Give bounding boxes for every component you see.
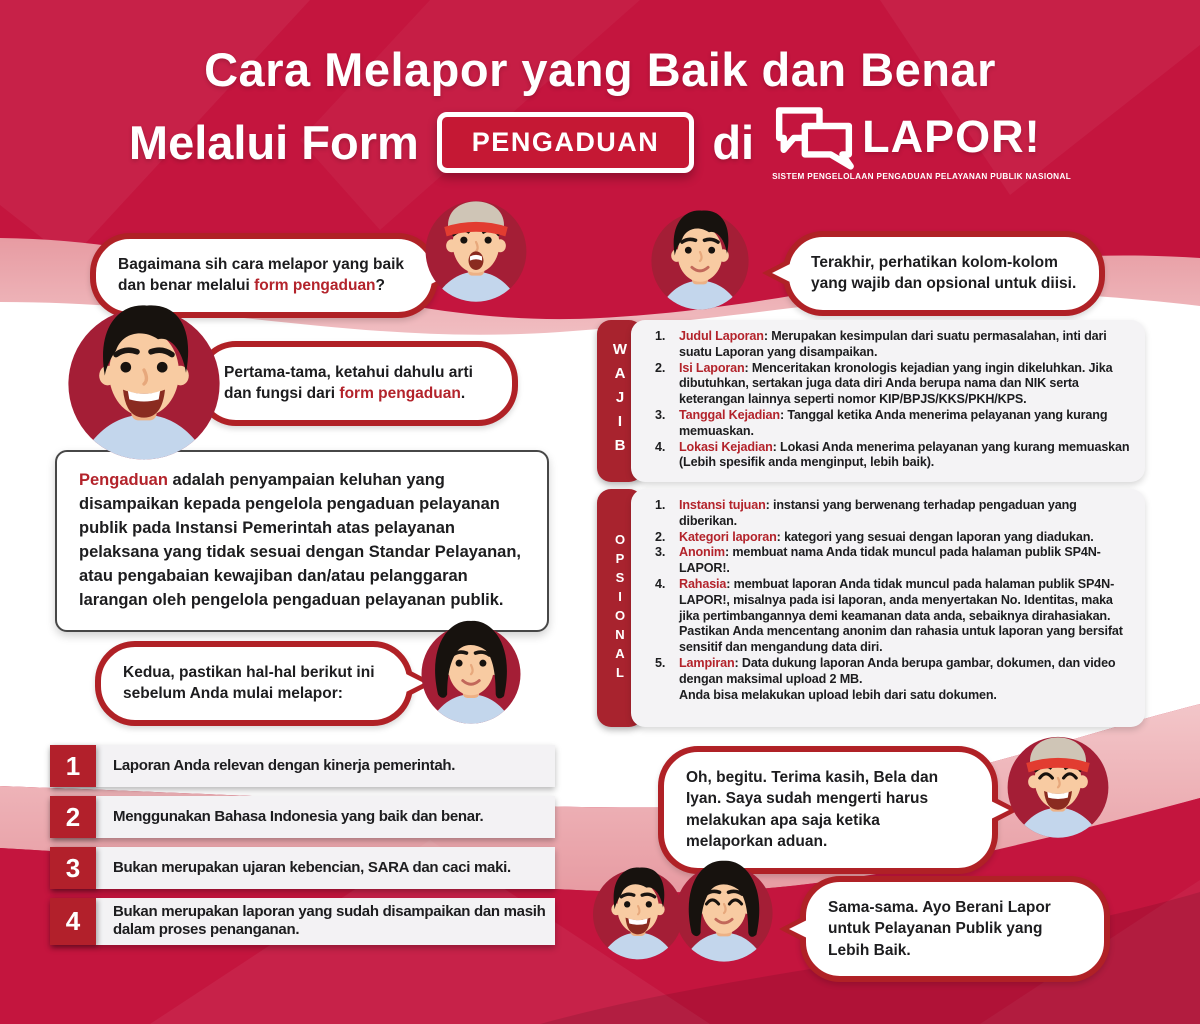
page-subtitle-row	[0, 104, 1200, 181]
pengaduan-badge: PENGADUAN	[437, 112, 695, 173]
bubble-tail	[762, 259, 789, 287]
list-item: 4. Rahasia: membuat laporan Anda tidak muncul pada halaman publik SP4N-LAPOR!, misalnya pada isi laporan, anda menyertakan No. Identitas, maka jika pertimbangannya demi keamanan data anda, sebaiknya dirahasiakan. Pastikan Anda mencentang anonim dan rahasia untuk laporan yang bersifat sensitif dan mengandung data diri.	[655, 576, 1123, 655]
wajib-label: WAJIB	[597, 320, 643, 482]
wajib-list	[631, 320, 1145, 482]
list-item: 2. Kategori laporan: kategori yang sesuai dengan laporan yang diadukan.	[655, 529, 1094, 544]
avatar-girl-bob	[416, 610, 526, 727]
speech-bubble-question-1: Bagaimana sih cara melapor yang baik dan benar melalui form pengaduan?	[90, 233, 438, 318]
checklist-row: 3 Bukan merupakan ujaran kebencian, SARA dan caci maki.	[50, 847, 555, 889]
avatar-man-smiling-right	[646, 198, 754, 313]
pre-report-checklist	[50, 745, 555, 945]
lapor-logo-tagline: SISTEM PENGELOLAAN PENGADUAN PELAYANAN PUBLIK NASIONAL	[772, 172, 1072, 181]
list-item: 5. Lampiran: Data dukung laporan Anda berupa gambar, dokumen, dan video dengan maksimal upload 2 MB. Anda bisa melakukan upload lebih dari satu dokumen.	[655, 655, 1116, 702]
opsional-label: OPSIONAL	[597, 489, 643, 727]
opsional-list	[631, 489, 1145, 727]
checklist-number: 3	[50, 847, 96, 889]
list-item: 3. Tanggal Kejadian: Tanggal ketika Anda menerima pelayanan yang kurang memuaskan.	[655, 407, 1108, 438]
speech-bubble-kedua: Kedua, pastikan hal-hal berikut ini sebelum Anda mulai melapor:	[95, 641, 413, 726]
list-item: 1. Judul Laporan: Merupakan kesimpulan dari suatu permasalahan, inti dari suatu Laporan yang disampaikan.	[655, 329, 1107, 359]
page-title: Cara Melapor yang Baik dan Benar	[204, 43, 996, 96]
avatar-boy-cap-surprised	[420, 186, 532, 305]
checklist-row: 4 Bukan merupakan laporan yang sudah disampaikan dan masih dalam proses penanganan.	[50, 898, 555, 945]
wajib-panel	[597, 320, 1145, 482]
checklist-number: 1	[50, 745, 96, 787]
lapor-logo	[772, 104, 1071, 181]
subtitle-connector: di	[712, 116, 755, 169]
list-item: 2. Isi Laporan: Menceritakan kronologis kejadian yang ingin dikeluhkan. Jika dibutuhkan, sertakan juga data diri Anda berupa nama dan NIK serta keterangan lainnya seperti nomor KIP/BPJS/KKS/PKH/KPS.	[655, 360, 1113, 407]
bubble-tail	[779, 915, 806, 943]
speech-bubble-answer-1: Pertama-tama, ketahui dahulu arti dan fungsi dari form pengaduan.	[196, 341, 518, 426]
pengaduan-definition-box: Pengaduan adalah penyampaian keluhan yang disampaikan kepada pengelola pengaduan pelayanan publik pada Instansi Pemerintah atas pelayanan pelaksana yang tidak sesuai dengan Standar Pelayanan, atau pengabaian kewajiban dan/atau pelanggaran larangan oleh pengelola pengaduan pelayanan publik.	[55, 450, 549, 632]
list-item: 3. Anonim: membuat nama Anda tidak muncul pada halaman publik SP4N-LAPOR!.	[655, 545, 1101, 576]
avatar-man-smiling-big	[60, 286, 228, 465]
checklist-row: 2 Menggunakan Bahasa Indonesia yang baik dan benar.	[50, 796, 555, 838]
speech-bubble-terakhir: Terakhir, perhatikan kolom-kolom yang wajib dan opsional untuk diisi.	[783, 231, 1105, 316]
checklist-row: 1 Laporan Anda relevan dengan kinerja pemerintah.	[50, 745, 555, 787]
checklist-number: 2	[50, 796, 96, 838]
speech-bubble-thanks: Oh, begitu. Terima kasih, Bela dan Iyan. Saya sudah mengerti harus melakukan apa saja ketika melaporkan aduan.	[658, 746, 998, 874]
speech-bubbles-icon	[772, 104, 856, 170]
checklist-number: 4	[50, 898, 96, 945]
avatar-girl-small	[670, 850, 778, 965]
opsional-panel	[597, 489, 1145, 727]
subtitle-prefix: Melalui Form	[128, 116, 419, 169]
speech-bubble-reply: Sama-sama. Ayo Berani Lapor untuk Pelayanan Publik yang Lebih Baik.	[800, 876, 1110, 982]
avatar-boy-cap-laughing	[1002, 722, 1114, 841]
list-item: 4. Lokasi Kejadian: Lokasi Anda menerima pelayanan yang kurang memuaskan (Lebih spesifik anda menginput, lebih baik).	[655, 439, 1130, 470]
lapor-logo-text: LAPOR!	[862, 111, 1041, 162]
list-item: 1. Instansi tujuan: instansi yang berwenang terhadap pengaduan yang diberikan.	[655, 498, 1077, 528]
